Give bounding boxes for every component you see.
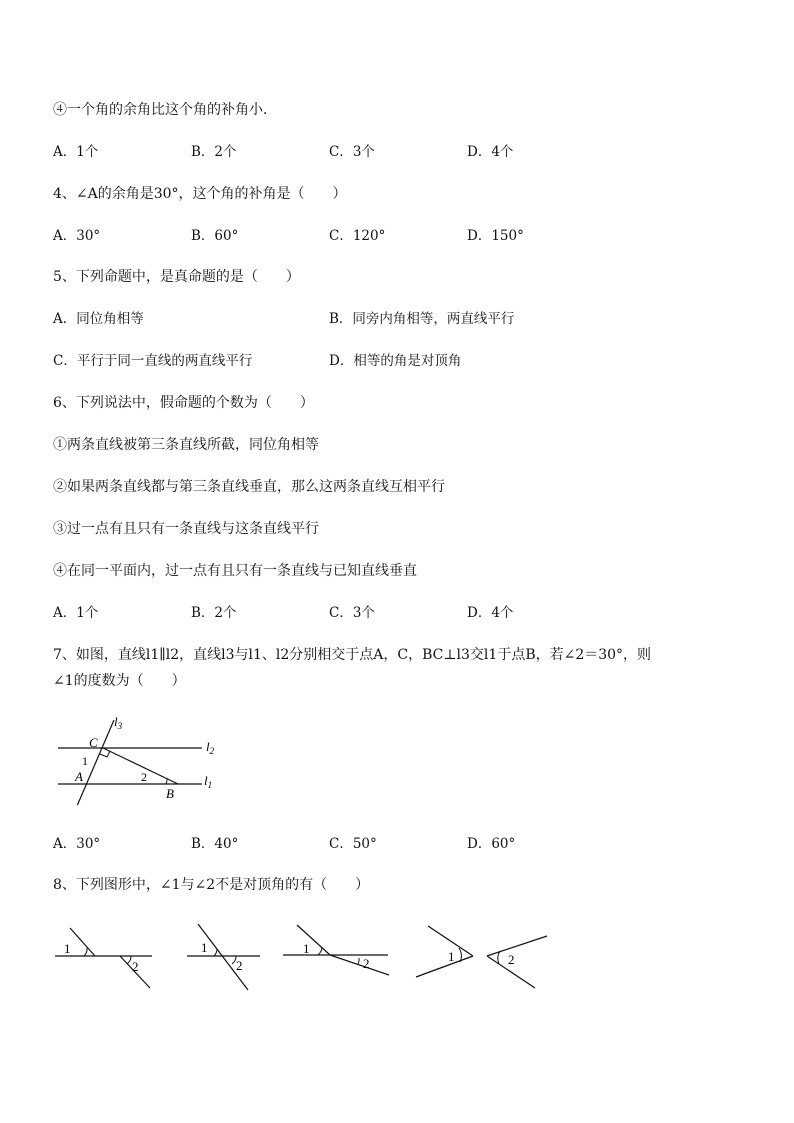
q6-stem: 6、下列说法中，假命题的个数为（ ） [53, 395, 314, 411]
q8-figure-1 [55, 928, 152, 988]
q3-option-a: A．1个 [53, 144, 99, 160]
q3-option-b: B．2个 [191, 144, 237, 160]
q7-option-b: B．40° [191, 836, 239, 852]
q6-statement-1: ①两条直线被第三条直线所截，同位角相等 [53, 437, 319, 453]
label-angle-2: 2 [141, 770, 147, 784]
q7-stem-line1: 7、如图，直线l1∥l2，直线l3与l1、l2分别相交于点A，C，BC⊥l3交l1于点B，若∠2＝30°，则 [53, 647, 652, 663]
q5-option-d: D．相等的角是对顶角 [329, 353, 462, 369]
q7-option-a: A．30° [53, 836, 101, 852]
label-l3: $l_3$ [114, 714, 123, 731]
q8-figure-2 [187, 924, 260, 990]
q7-figure [50, 710, 240, 805]
q5-stem: 5、下列命题中，是真命题的是（ ） [53, 269, 300, 285]
q5-option-b: B．同旁内角相等，两直线平行 [329, 311, 515, 327]
q7-option-c: C．50° [329, 836, 377, 852]
q4-option-a: A．30° [53, 228, 101, 244]
q6-option-b: B．2个 [191, 605, 237, 621]
svg-text:2: 2 [132, 959, 139, 974]
q6-option-a: A．1个 [53, 605, 99, 621]
svg-text:2: 2 [236, 958, 243, 973]
label-point-b: B [166, 786, 174, 801]
q8-stem: 8、下列图形中，∠1与∠2不是对顶角的有（ ） [53, 877, 370, 893]
svg-text:1: 1 [64, 941, 71, 956]
q3-option-d: D．4个 [467, 144, 514, 160]
q6-option-c: C．3个 [329, 605, 375, 621]
q5-option-a: A．同位角相等 [53, 311, 144, 327]
label-l1: $l_1$ [204, 773, 213, 790]
q5-option-c: C．平行于同一直线的两直线平行 [53, 353, 253, 369]
label-l2: $l_2$ [206, 739, 215, 756]
svg-text:1: 1 [201, 940, 208, 955]
right-angle-mark [100, 751, 110, 757]
svg-text:2: 2 [363, 956, 370, 971]
q4-option-d: D．150° [467, 228, 524, 244]
svg-text:1: 1 [303, 941, 310, 956]
label-point-c: C [89, 735, 98, 750]
svg-text:1: 1 [448, 949, 455, 964]
svg-text:2: 2 [508, 952, 515, 967]
q6-option-d: D．4个 [467, 605, 514, 621]
q4-option-c: C．120° [329, 228, 386, 244]
q4-option-b: B．60° [191, 228, 239, 244]
q3-statement-4: ④一个角的余角比这个角的补角小． [53, 102, 277, 118]
q7-stem-line2: ∠1的度数为（ ） [53, 673, 186, 689]
q7-option-d: D．60° [467, 836, 516, 852]
q6-statement-2: ②如果两条直线都与第三条直线垂直，那么这两条直线互相平行 [53, 479, 445, 495]
q8-figure-3 [283, 925, 389, 975]
label-angle-1: 1 [82, 754, 88, 768]
q3-option-c: C．3个 [329, 144, 375, 160]
q6-statement-3: ③过一点有且只有一条直线与这条直线平行 [53, 521, 319, 537]
q8-figure-4 [416, 926, 547, 988]
q4-stem: 4、∠A的余角是30°，这个角的补角是（ ） [53, 186, 347, 202]
label-point-a: A [75, 769, 83, 784]
angle-2-arc [166, 779, 167, 784]
q8-figures [50, 918, 560, 998]
q6-statement-4: ④在同一平面内，过一点有且只有一条直线与已知直线垂直 [53, 563, 417, 579]
